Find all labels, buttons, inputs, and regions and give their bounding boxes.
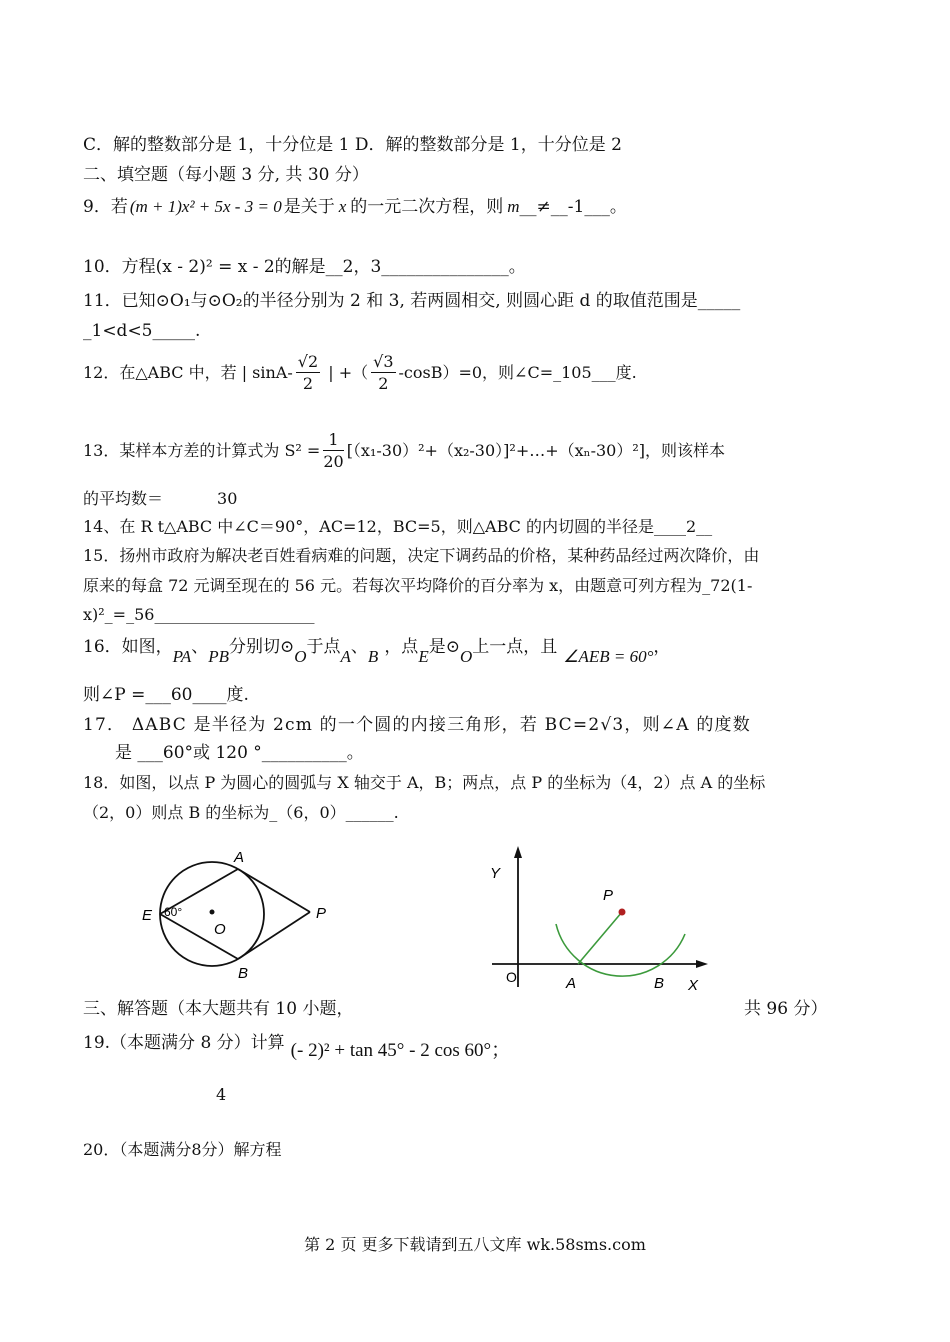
q12-fraction-2	[371, 352, 395, 395]
fig1-label-o: O	[214, 921, 226, 938]
fig1-label-b: B	[238, 965, 249, 982]
fig2-label-a: A	[566, 975, 577, 992]
q9-x: x	[338, 197, 347, 216]
question-17-line1: 17． ΔABC 是半径为 2cm 的一个圆的内接三角形，若 BC=2√3，则∠A 的度数	[83, 715, 751, 735]
q13-rest: [（x₁-30）²+（x₂-30）]²+…+（xₙ-30）²]，则该样本	[346, 441, 725, 460]
figure-1-tangent-circle	[130, 842, 350, 982]
page-footer: 第 2 页 更多下载请到五八文库 wk.58sms.com	[304, 1235, 646, 1254]
question-15-line3: x)²_=_56____________________	[83, 605, 315, 624]
fig1-label-e: E	[142, 907, 153, 924]
q16-comma: ，	[653, 637, 671, 657]
q16-on: 上一点，且	[472, 637, 558, 657]
question-18-line1: 18．如图，以点 P 为圆心的圆弧与 X 轴交于 A，B；两点，点 P 的坐标为（4，2）点 A 的坐标	[83, 773, 766, 792]
q12-fraction-1	[296, 352, 320, 395]
q16-sep2: 、	[350, 637, 368, 657]
fig2-y-arrow	[514, 846, 522, 858]
q9-prefix: 9．若	[83, 197, 128, 217]
fig2-label-x: X	[688, 977, 699, 992]
question-15-line2: 原来的每盒 72 元调至现在的 56 元。若每次平均降价的百分率为 x，由题意可列方程为_72(1-	[83, 576, 753, 595]
q9-m: m	[507, 197, 520, 216]
fig1-line-eb	[160, 914, 238, 959]
figure-2-coordinate-arc	[470, 842, 730, 992]
q9-answer: __≠__-1___。	[519, 197, 627, 217]
q12-middle: | +（	[323, 363, 369, 382]
fig1-label-angle: 60°	[164, 905, 183, 919]
fig2-label-o: O	[506, 969, 517, 985]
q12-f2-num: √3	[373, 352, 394, 371]
q16-pa: PA	[172, 647, 192, 666]
question-14: 14、在 R t△ABC 中∠C＝90°，AC=12，BC=5，则△ABC 的内切圆的半径是____2__	[83, 517, 713, 536]
q19-prefix: 19.（本题满分 8 分）计算	[83, 1033, 285, 1053]
q13-f-num: 1	[323, 430, 343, 451]
q9-rest: 的一元二次方程，则	[350, 197, 504, 217]
question-16	[83, 636, 671, 666]
question-18-line2: （2，0）则点 B 的坐标为_（6，0）______.	[83, 803, 399, 822]
fig2-label-y: Y	[490, 865, 501, 882]
fig1-label-p: P	[316, 905, 327, 922]
q16-pb: PB	[208, 647, 229, 666]
question-13	[83, 430, 725, 473]
question-16-line2	[83, 684, 249, 706]
q16-a: A	[340, 647, 351, 666]
q16-sep1: 、	[191, 637, 209, 657]
q16-is: 是⊙	[428, 637, 460, 657]
q19-expression: (- 2)² + tan 45° - 2 cos 60°；	[290, 1040, 511, 1061]
q12-prefix: 12．在△ABC 中，若 | sinA-	[83, 363, 293, 382]
q16-answer: ___60____	[145, 685, 227, 705]
q12-f1-den: 2	[302, 374, 314, 393]
question-11-line2: _1<d<5_____.	[83, 321, 201, 341]
q13-answer: 30	[217, 489, 238, 508]
q16-angle: ∠AEB = 60°	[563, 647, 654, 666]
question-19	[83, 1032, 511, 1061]
q16-prefix: 16．如图，	[83, 637, 173, 657]
option-c-d: C．解的整数部分是 1，十分位是 1 D．解的整数部分是 1，十分位是 2	[83, 135, 622, 155]
q13-fraction	[323, 430, 343, 473]
q16-point: ，点	[384, 637, 419, 657]
fig1-label-a: A	[234, 849, 245, 866]
fig2-radius	[578, 912, 622, 964]
fig2-x-arrow	[696, 960, 708, 968]
question-15-line1: 15．扬州市政府为解决老百姓看病难的问题，决定下调药品的价格，某种药品经过两次降价，由	[83, 546, 760, 565]
fig2-label-p: P	[603, 887, 614, 904]
q16-e: E	[418, 647, 429, 666]
q16-o: O	[294, 647, 307, 666]
fig1-center-dot	[210, 910, 215, 915]
fig1-line-pb	[238, 912, 310, 959]
q16-then: 则∠P =	[83, 685, 146, 705]
question-13-line2	[83, 488, 237, 510]
question-9	[83, 196, 627, 218]
q13-f-den: 20	[323, 452, 344, 471]
question-10: 10．方程(x - 2)² = x - 2的解是__2，3_______________。	[83, 257, 526, 277]
q16-unit: 度.	[226, 685, 249, 705]
section-3-heading-left: 三、解答题（本大题共有 10 小题，	[83, 999, 354, 1019]
q16-tangent: 分别切⊙	[229, 637, 295, 657]
question-12	[83, 352, 637, 395]
section-2-heading: 二、填空题（每小题 3 分, 共 30 分）	[83, 165, 369, 185]
q13-mean-label: 的平均数＝	[83, 489, 164, 508]
q19-answer: 4	[216, 1085, 227, 1104]
fig1-line-pa	[238, 869, 310, 912]
q13-prefix: 13．某样本方差的计算式为 S² =	[83, 441, 321, 460]
q16-at: 于点	[306, 637, 341, 657]
fig2-label-b: B	[654, 975, 665, 992]
section-3-heading-right: 共 96 分）	[744, 999, 828, 1019]
q9-equation: (m + 1)x² + 5x - 3 = 0	[129, 197, 282, 216]
q16-o2: O	[459, 647, 473, 666]
q12-f2-den: 2	[378, 374, 389, 393]
question-11-line1: 11．已知⊙O₁与⊙O₂的半径分别为 2 和 3, 若两圆相交, 则圆心距 d 的取值范围是_____	[83, 291, 741, 311]
fig2-point-p	[619, 909, 626, 916]
question-17-line2: 是 ___60°或 120 °__________。	[115, 743, 364, 763]
question-20: 20．（本题满分8分）解方程	[83, 1140, 282, 1159]
q12-answer: -cosB）=0，则∠C=_105___度.	[398, 363, 637, 382]
fig2-arc	[556, 924, 685, 976]
q16-b: B	[367, 647, 379, 666]
q9-middle: 是关于	[283, 197, 335, 217]
q12-f1-num: √2	[297, 352, 319, 371]
